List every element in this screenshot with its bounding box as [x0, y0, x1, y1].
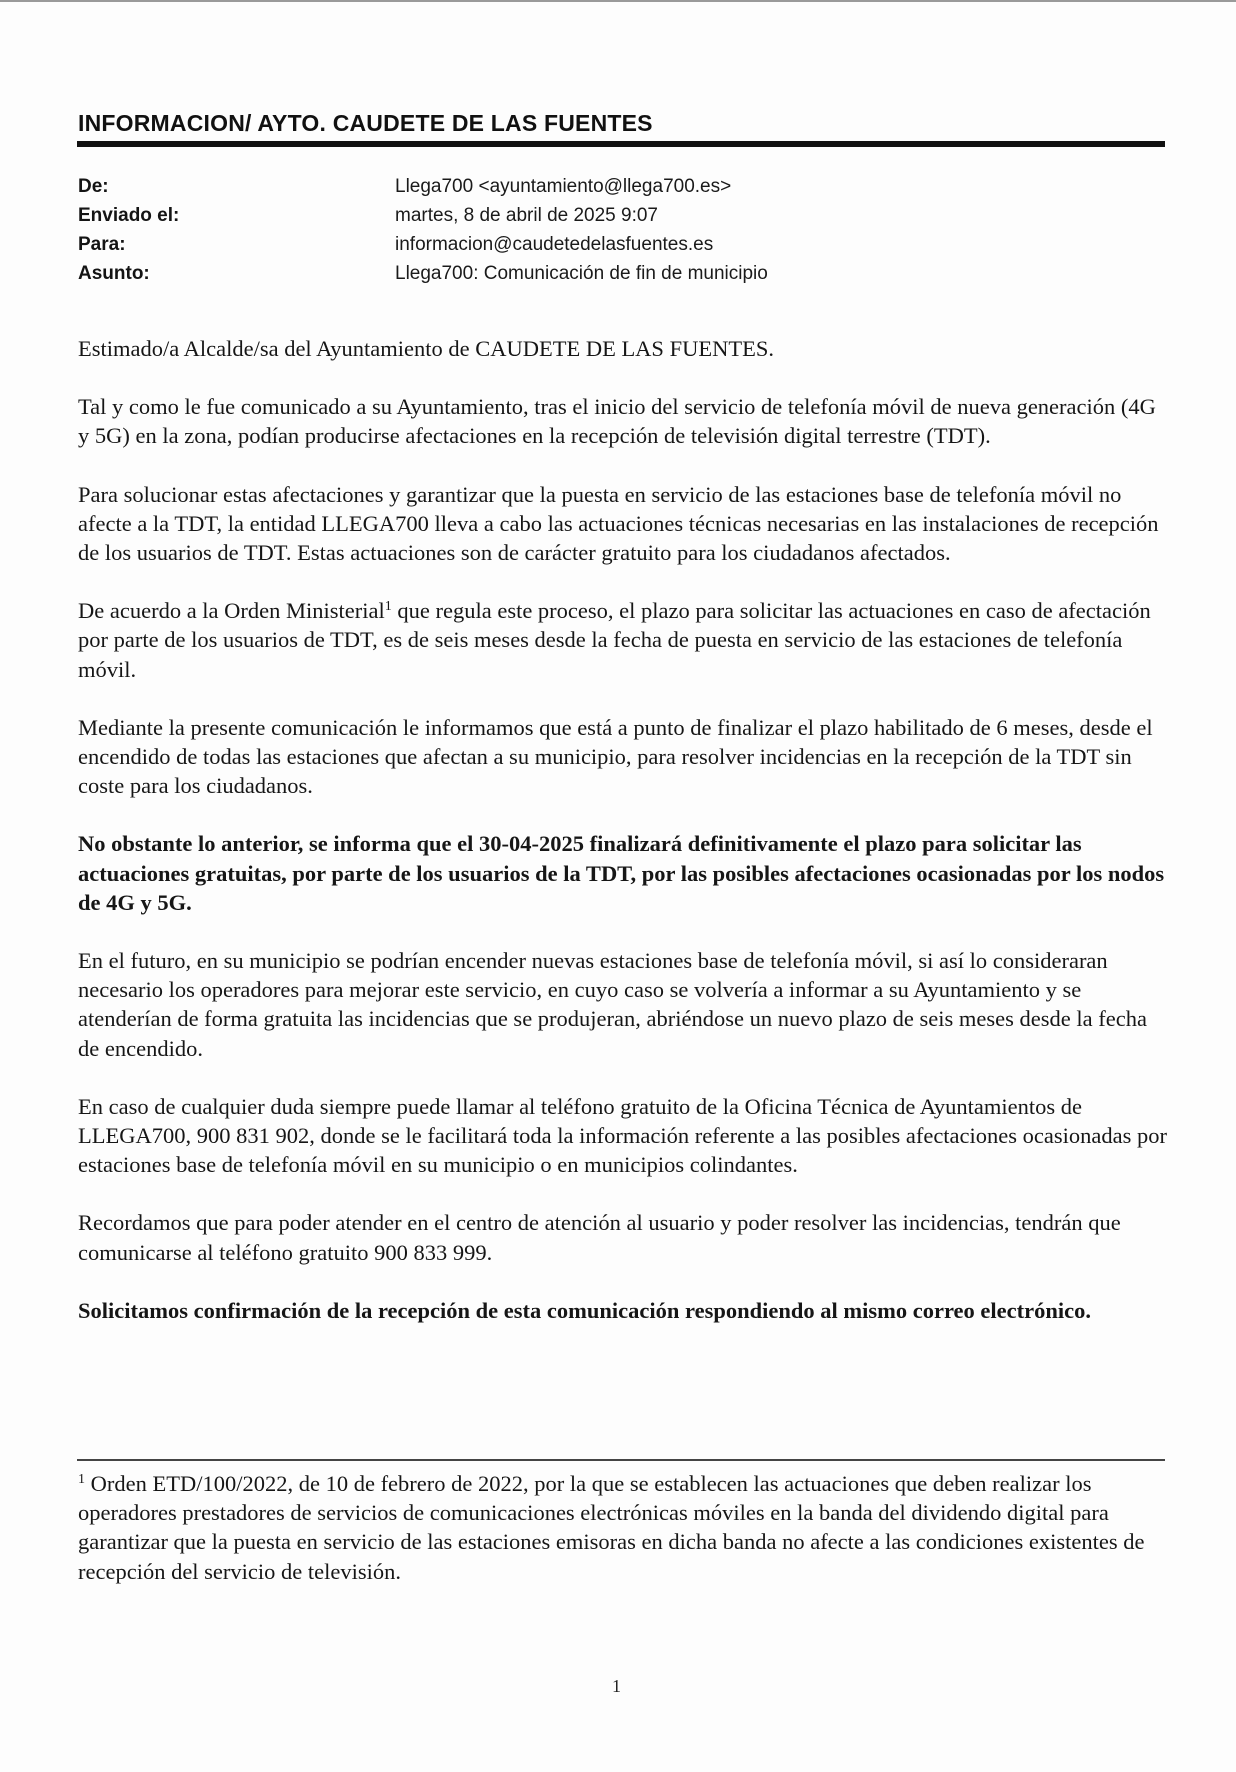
- to-label: Para:: [78, 234, 126, 255]
- paragraph-8: Recordamos que para poder atender en el centro de atención al usuario y poder resolver las incidencias, tendrán que comunicarse al teléfono gratuito 900 833 999.: [78, 1210, 1121, 1265]
- from-label: De:: [78, 176, 109, 197]
- greeting: Estimado/a Alcalde/sa del Ayuntamiento de CAUDETE DE LAS FUENTES.: [78, 336, 774, 361]
- letter-body: [78, 334, 1168, 1354]
- email-header: [78, 172, 768, 288]
- footnote-marker: 1: [78, 1472, 85, 1487]
- sent-value: martes, 8 de abril de 2025 9:07: [395, 205, 659, 226]
- paragraph-7: En caso de cualquier duda siempre puede llamar al teléfono gratuito de la Oficina Técnica de Ayuntamientos de LLEGA700, 900 831 902, donde se le facilitará toda la información referente a las posibles afectaciones ocasionadas por estaciones base de telefonía móvil en su municipio o en municipios colindantes.: [78, 1093, 1167, 1178]
- email-sent-row: [78, 201, 768, 230]
- paragraph-5-deadline: No obstante lo anterior, se informa que el 30-04-2025 finalizará definitivamente el plazo para solicitar las actuaciones gratuitas, por parte de los usuarios de la TDT, por las posibles afectaciones ocasionadas por los nodos de 4G y 5G.: [78, 831, 1165, 915]
- paragraph-1: Tal y como le fue comunicado a su Ayuntamiento, tras el inicio del servicio de telefonía móvil de nueva generación (4G y 5G) en la zona, podían producirse afectaciones en la recepción de televisión digital terrestre (TDT).: [78, 394, 1156, 449]
- paragraph-2: Para solucionar estas afectaciones y garantizar que la puesta en servicio de las estaciones base de telefonía móvil no afecte a la TDT, la entidad LLEGA700 lleva a cabo las actuaciones técnicas necesarias en las instalaciones de recepción de los usuarios de TDT. Estas actuaciones son de carácter gratuito para los ciudadanos afectados.: [78, 481, 1159, 566]
- sent-label: Enviado el:: [78, 205, 180, 226]
- subject-value: Llega700: Comunicación de fin de municipio: [395, 263, 768, 284]
- page-number: 1: [612, 1676, 621, 1696]
- footnote-rule: [77, 1459, 1165, 1461]
- paragraph-3-start: De acuerdo a la Orden Ministerial: [78, 598, 385, 624]
- paragraph-9-confirmation: Solicitamos confirmación de la recepción de esta comunicación respondiendo al mismo correo electrónico.: [78, 1297, 1091, 1323]
- subject-label: Asunto:: [78, 263, 150, 284]
- scan-edge-line: [0, 0, 1236, 2]
- paragraph-3: [78, 596, 1168, 684]
- footnote-reference: 1: [384, 599, 392, 615]
- paragraph-6: En el futuro, en su municipio se podrían encender nuevas estaciones base de telefonía móvil, si así lo consideraran necesario los operadores para mejorar este servicio, en cuyo caso se volvería a informar a su Ayuntamiento y se atenderían de forma gratuita las incidencias que se produjeran, abriéndose un nuevo plazo de seis meses desde la fecha de encendido.: [78, 948, 1147, 1061]
- to-value: informacion@caudetedelasfuentes.es: [395, 234, 714, 255]
- email-subject-row: [78, 259, 768, 288]
- paragraph-3-end: que regula este proceso, el plazo para solicitar las actuaciones en caso de afectación por parte de los usuarios de TDT, es de seis meses desde la fecha de puesta en servicio de las estaciones de telefonía móvil.: [78, 598, 1151, 682]
- email-to-row: [78, 230, 768, 259]
- document-title: INFORMACION/ AYTO. CAUDETE DE LAS FUENTES: [78, 110, 653, 136]
- paragraph-4: Mediante la presente comunicación le informamos que está a punto de finalizar el plazo habilitado de 6 meses, desde el encendido de todas las estaciones que afectan a su municipio, para resolver incidencias en la recepción de la TDT sin coste para los ciudadanos.: [78, 714, 1153, 799]
- email-from-row: [78, 172, 768, 201]
- footnote: [78, 1469, 1168, 1586]
- title-rule: [77, 141, 1165, 147]
- footnote-text: Orden ETD/100/2022, de 10 de febrero de 2022, por la que se establecen las actuaciones que deben realizar los operadores prestadores de servicios de comunicaciones electrónicas móviles en la banda del dividendo digital para garantizar que la puesta en servicio de las estaciones emisoras en dicha banda no afecte a las condiciones existentes de recepción del servicio de televisión.: [78, 1471, 1145, 1584]
- from-value: Llega700 <ayuntamiento@llega700.es>: [395, 176, 732, 197]
